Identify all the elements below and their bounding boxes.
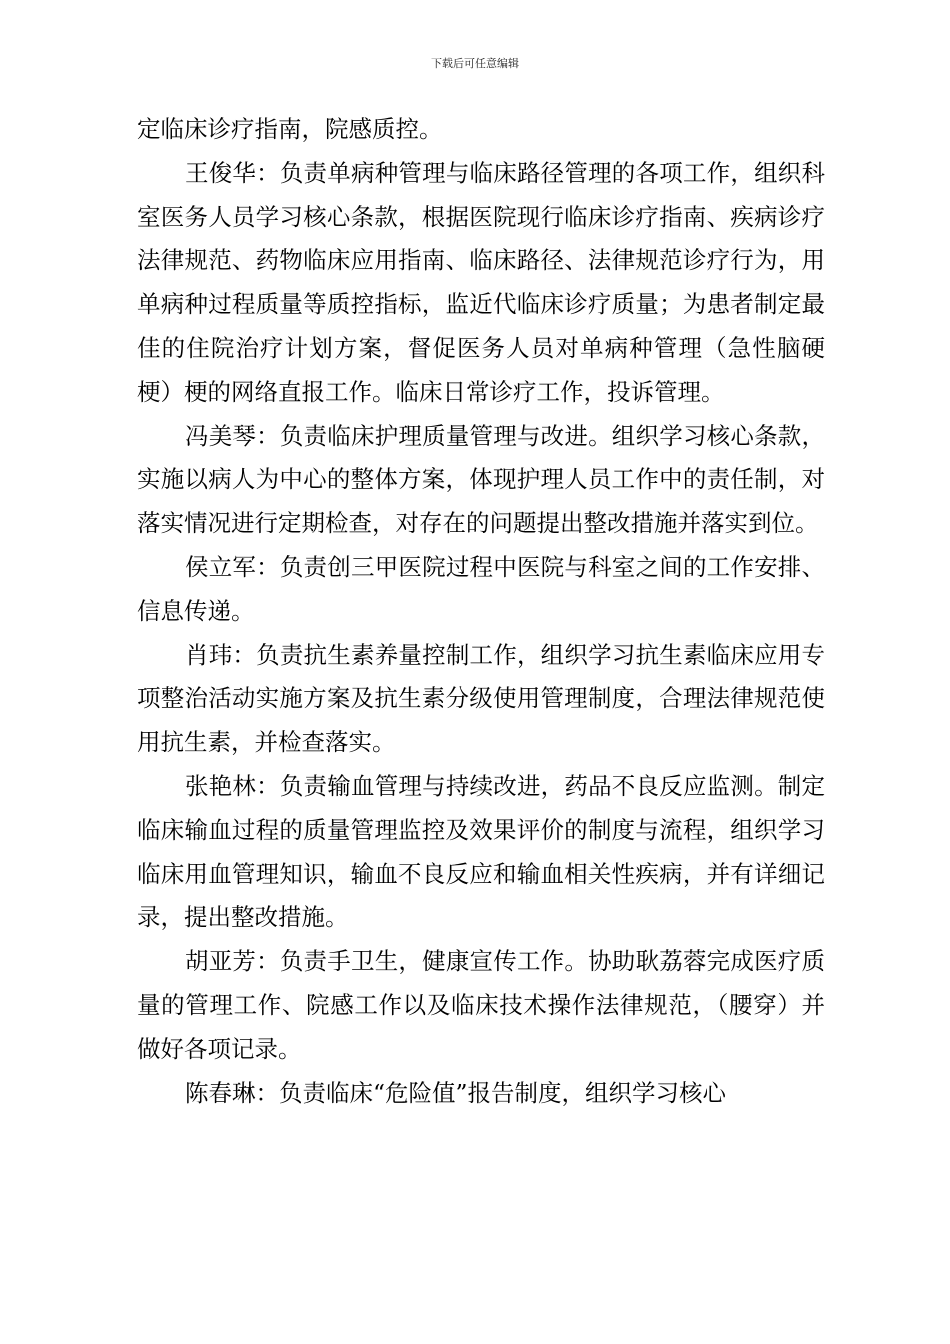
- paragraph-8: 陈春琳：负责临床“危险值”报告制度，组织学习核心: [185, 1078, 727, 1107]
- paragraph-4: 侯立军：负责创三甲医院过程中医院与科室之间的工作安排、信息传递。: [137, 552, 825, 625]
- paragraph-5: 肖玮：负责抗生素养量控制工作，组织学习抗生素临床应用专项整治活动实施方案及抗生素分级使用管理制度，合理法律规范使用抗生素，并检查落实。: [137, 640, 825, 757]
- paragraph-3: 冯美琴：负责临床护理质量管理与改进。组织学习核心条款，实施以病人为中心的整体方案，体现护理人员工作中的责任制，对落实情况进行定期检查，对存在的问题提出整改措施并落实到位。: [137, 421, 825, 538]
- paragraph-6: 张艳林：负责输血管理与持续改进，药品不良反应监测。制定临床输血过程的质量管理监控及效果评价的制度与流程，组织学习临床用血管理知识，输血不良反应和输血相关性疾病，并有详细记录，提出整改措施。: [137, 771, 825, 932]
- paragraph-2: 王俊华：负责单病种管理与临床路径管理的各项工作，组织科室医务人员学习核心条款，根据医院现行临床诊疗指南、疾病诊疗法律规范、药物临床应用指南、临床路径、法律规范诊疗行为，用单病种过程质量等质控指标，监近代临床诊疗质量；为患者制定最佳的住院治疗计划方案，督促医务人员对单病种管理（急性脑硬梗）梗的网络直报工作。临床日常诊疗工作，投诉管理。: [137, 158, 825, 406]
- paragraph-7: 胡亚芳：负责手卫生，健康宣传工作。协助耿荔蓉完成医疗质量的管理工作、院感工作以及临床技术操作法律规范，（腰穿）并做好各项记录。: [137, 947, 825, 1063]
- document-body: [137, 108, 825, 1115]
- paragraph-1: 定临床诊疗指南，院感质控。: [137, 115, 443, 143]
- page-header: 下载后可任意编辑: [431, 57, 519, 70]
